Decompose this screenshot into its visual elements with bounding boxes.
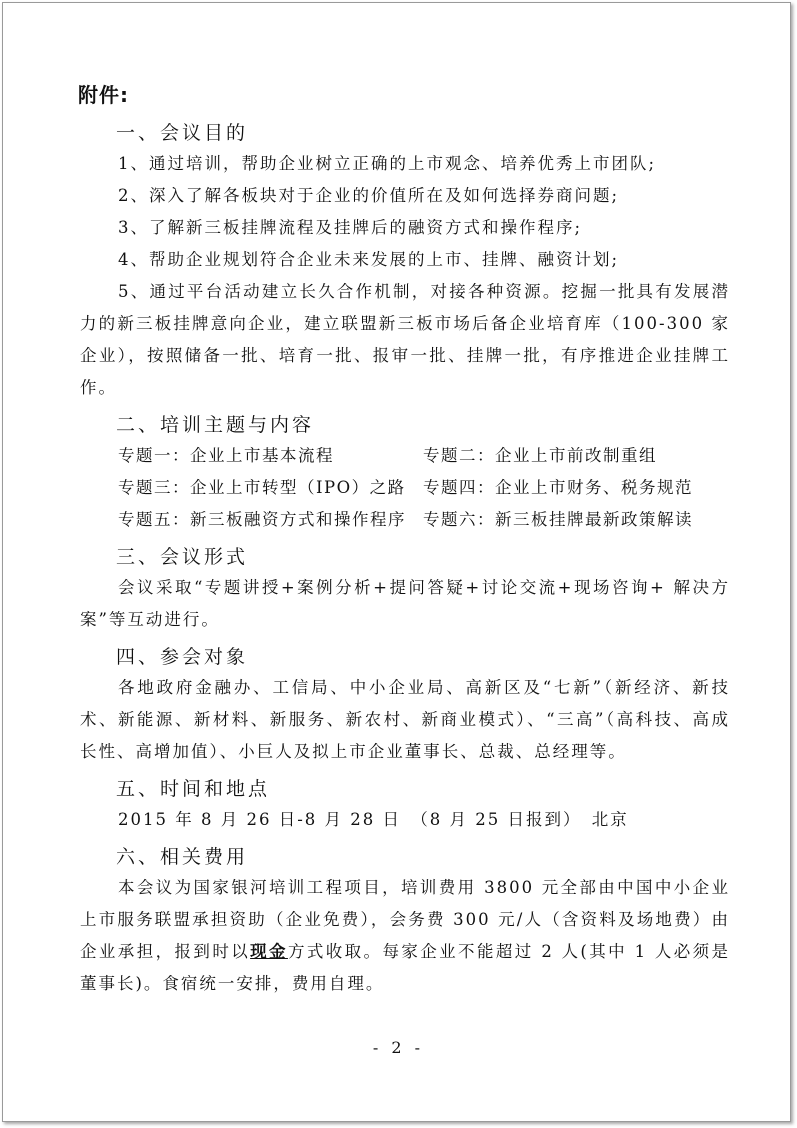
section-fees <box>80 842 730 1000</box>
section-title: 五、时间和地点 <box>116 778 271 800</box>
topics-grid <box>80 440 730 536</box>
section-text: 各地政府金融办、工信局、中小企业局、高新区及“七新”（新经济、新技术、新能源、新材料、新服务、新农村、新商业模式）、“三高”（高科技、高成长性、高增加值）、小巨人及拟上市企业董事长、总裁、总经理等。 <box>80 678 730 761</box>
topic-item: 专题四：企业上市财务、税务规范 <box>423 478 693 497</box>
document-body <box>80 118 730 1000</box>
section-attendees <box>80 642 730 768</box>
section-training-topics <box>80 410 730 536</box>
list-item: 2、深入了解各板块对于企业的价值所在及如何选择券商问题; <box>118 186 620 205</box>
section-title: 六、相关费用 <box>116 846 249 868</box>
list-item: 4、帮助企业规划符合企业未来发展的上市、挂牌、融资计划; <box>118 250 620 269</box>
list-item: 1、通过培训，帮助企业树立正确的上市观念、培养优秀上市团队; <box>118 154 657 173</box>
list-item: 3、了解新三板挂牌流程及挂牌后的融资方式和操作程序; <box>118 218 583 237</box>
fees-text-b: 方式收取。每家企业不能超过 2 人(其中 1 人必须是董事长)。食宿统一安排，费用自理。 <box>80 942 731 993</box>
section-title: 三、会议形式 <box>116 546 249 568</box>
topic-item: 专题六：新三板挂牌最新政策解读 <box>423 510 693 529</box>
section-time-place <box>80 774 730 836</box>
section-meeting-format <box>80 542 730 636</box>
section-title: 一、会议目的 <box>116 122 249 144</box>
topic-item: 专题一：企业上市基本流程 <box>118 446 334 465</box>
topic-item: 专题五：新三板融资方式和操作程序 <box>118 510 406 529</box>
cash-emphasis: 现金 <box>250 942 288 961</box>
section-text <box>80 872 730 1000</box>
section-title: 二、培训主题与内容 <box>116 414 315 436</box>
section-title: 四、参会对象 <box>116 646 249 668</box>
topic-item: 专题三：企业上市转型（IPO）之路 <box>118 478 406 497</box>
section-meeting-purpose <box>80 118 730 404</box>
fees-text-a: 本会议为国家银河培训工程项目，培训费用 3800 元全部由中国中小企业上市服务联盟承担资助（企业免费），会务费 300 元/人（含资料及场地费）由企业承担，报到时以 <box>80 878 730 961</box>
attachment-label: 附件: <box>78 83 129 107</box>
section-text: 2015 年 8 月 26 日-8 月 28 日 （8 月 25 日报到） 北京 <box>118 810 629 829</box>
page-number: - 2 - <box>372 1038 425 1057</box>
section-text: 会议采取“专题讲授+案例分析+提问答疑+讨论交流+现场咨询+ 解决方案”等互动进行。 <box>80 578 730 629</box>
list-item: 5、通过平台活动建立长久合作机制，对接各种资源。挖掘一批具有发展潜力的新三板挂牌意向企业，建立联盟新三板市场后备企业培育库（100-300 家企业），按照储备一批、培育一批、报审一批、挂牌一批，有序推进企业挂牌工作。 <box>80 282 730 397</box>
topic-item: 专题二：企业上市前改制重组 <box>423 446 657 465</box>
